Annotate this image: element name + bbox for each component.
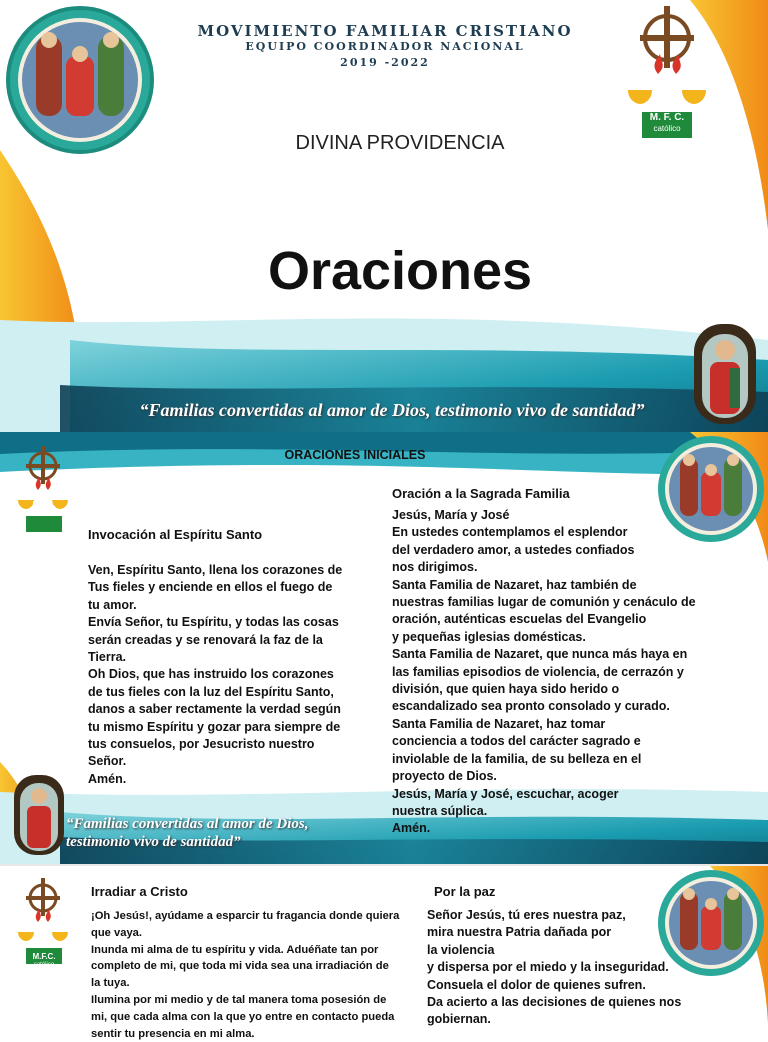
logo-text: M. F. C. bbox=[649, 112, 685, 123]
prayer-title-peace: Por la paz bbox=[434, 884, 496, 899]
mfc-logo bbox=[16, 446, 70, 536]
holy-family-medallion bbox=[6, 6, 154, 154]
motto-line-2: testimonio vivo de santidad” bbox=[66, 834, 241, 850]
prayer-text-holy-family: Jesús, María y José En ustedes contemplamos el esplendor del verdadero amor, a ustedes confiados nos dirigimos. Santa Familia de Nazaret, haz también de nuestras familias lugar de comunión y cenáculo de oración, auténticas escuelas del Evangelio y pequeñas iglesias domésticas. Santa Familia de Nazaret, que nunca más haya en las familias episodios de violencia, de cerrazón y división, que quien haya sido herido o escandalizado sea pronto consolado y curado. Santa Familia de Nazaret, haz tomar conciencia a todos del carácter sagrado e inviolable de la familia, de su belleza en el proyecto de Dios. Jesús, María y José, escuchar, acoger nuestra súplica. Amén. bbox=[392, 508, 696, 836]
title-slide bbox=[0, 0, 768, 432]
prayer-text-holy-spirit: Ven, Espíritu Santo, llena los corazones de Tus fieles y enciende en ellos el fuego de tu amor. Envía Señor, tu Espíritu, y todas las cosas serán creadas y se renovará la faz de la Tierra. Oh Dios, que has instruido los corazones de tus fieles con la luz del Espíritu Santo, danos a saber rectamente la verdad según tu mismo Espíritu y gozar para siempre de tus consuelos, por Jesucristo nuestro Señor. Amén. bbox=[88, 563, 343, 786]
prayer-title-holy-spirit: Invocación al Espíritu Santo bbox=[88, 527, 263, 542]
period-years: 2019 -2022 bbox=[340, 56, 430, 69]
logo-subtext: católico bbox=[33, 962, 55, 968]
logo-subtext: católico bbox=[653, 124, 681, 133]
saint-image bbox=[694, 324, 756, 424]
page-title: Oraciones bbox=[267, 241, 533, 301]
prayer-title-irradiate-christ: Irradiar a Cristo bbox=[91, 884, 188, 899]
prayer-title-holy-family: Oración a la Sagrada Familia bbox=[392, 486, 570, 501]
motto-line-1: “Familias convertidas al amor de Dios, bbox=[66, 816, 309, 832]
prayer-text-peace: Señor Jesús, tú eres nuestra paz, mira nuestra Patria dañada por la violencia y dispersa por el miedo y la inseguridad. Consuela el dolor de quienes sufren. Da acierto a las decisiones de quienes nos gobiernan. bbox=[427, 908, 682, 1027]
motto: “Familias convertidas al amor de Dios, testimonio vivo de santidad” bbox=[139, 400, 645, 420]
logo-text: M.F.C. bbox=[32, 500, 56, 509]
initial-prayers-slide bbox=[0, 432, 768, 864]
prayer-text-irradiate-christ: ¡Oh Jesús!, ayúdame a esparcir tu fragancia donde quiera que vaya. Inunda mi alma de tu espíritu y vida. Aduéñate tan por completo de mi, que toda mi vida sea una irradiación de la tuya. Ilumina por mi medio y de tal manera toma posesión de mi, que cada alma con la que yo entre en contacto pueda sentir tu presencia en mi alma. bbox=[91, 910, 400, 1040]
prayers-slide bbox=[0, 866, 768, 1040]
section-name: DIVINA PROVIDENCIA bbox=[295, 132, 505, 154]
team-name: EQUIPO COORDINADOR NACIONAL bbox=[245, 40, 525, 53]
organization-name: MOVIMIENTO FAMILIAR CRISTIANO bbox=[197, 22, 573, 40]
saint-image bbox=[14, 775, 64, 855]
logo-subtext: católico bbox=[33, 510, 55, 516]
section-heading: ORACIONES INICIALES bbox=[284, 448, 426, 462]
logo-text: M.F.C. bbox=[32, 952, 56, 961]
